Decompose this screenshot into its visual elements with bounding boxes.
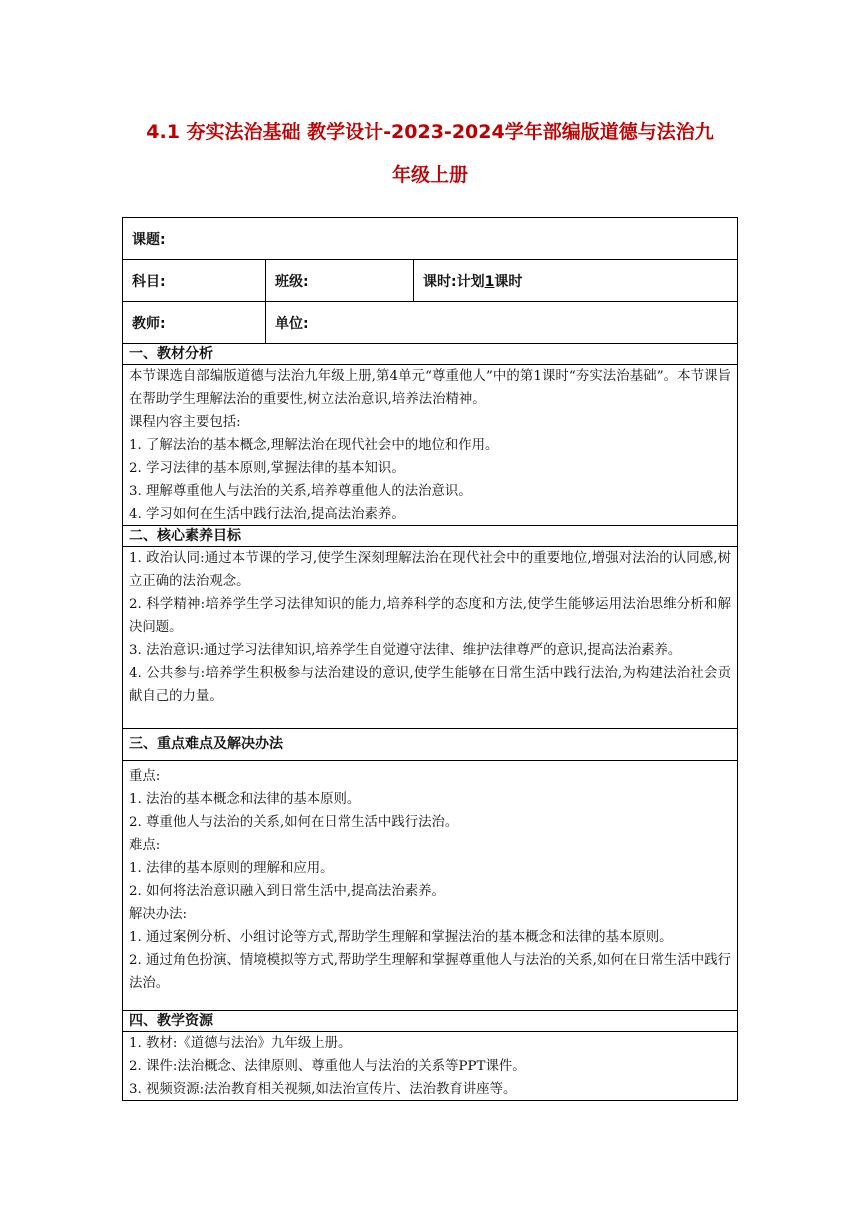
- paragraph: 本节课选自部编版道德与法治九年级上册,第4单元“尊重他人”中的第1课时“夯实法治基础”。本节课旨在帮助学生理解法治的重要性,树立法治意识,培养法治精神。: [129, 369, 731, 407]
- list-item: 3. 法治意识:通过学习法律知识,培养学生自觉遵守法律、维护法律尊严的意识,提高法治素养。: [129, 643, 682, 658]
- paragraph: 难点:: [129, 838, 161, 853]
- paragraph: 重点:: [129, 769, 161, 784]
- teacher-row: [123, 302, 737, 344]
- section-body-core-goals: [123, 547, 737, 729]
- list-item: 4. 公共参与:培养学生积极参与法治建设的意识,使学生能够在日常生活中践行法治,为构建法治社会贡献自己的力量。: [129, 666, 731, 704]
- lesson-plan-table: [122, 217, 738, 1101]
- document-title-line-1: 4.1 夯实法治基础 教学设计-2023-2024学年部编版道德与法治九: [146, 121, 714, 143]
- list-item: 1. 政治认同:通过本节课的学习,使学生深刻理解法治在现代社会中的重要地位,增强对法治的认同感,树立正确的法治观念。: [129, 551, 731, 589]
- list-item: 1. 法律的基本原则的理解和应用。: [129, 861, 334, 876]
- topic-row: [123, 218, 737, 260]
- paragraph: 解决办法:: [129, 907, 188, 922]
- unit-label: 单位:: [275, 315, 309, 332]
- section-heading-key-points: 三、重点难点及解决办法: [123, 729, 737, 761]
- section-body-teaching-resources: [123, 1032, 737, 1100]
- period-label: 课时:计划1课时: [423, 273, 523, 290]
- teacher-label: 教师:: [132, 315, 166, 332]
- period-count: 1: [484, 273, 495, 290]
- list-item: 1. 教材:《道德与法治》九年级上册。: [129, 1036, 352, 1051]
- list-item: 2. 通过角色扮演、情境模拟等方式,帮助学生理解和掌握尊重他人与法治的关系,如何在日常生活中践行法治。: [129, 953, 731, 991]
- list-item: 2. 如何将法治意识融入到日常生活中,提高法治素养。: [129, 884, 445, 899]
- list-item: 1. 通过案例分析、小组讨论等方式,帮助学生理解和掌握法治的基本概念和法律的基本原则。: [129, 930, 673, 945]
- list-item: 1. 法治的基本概念和法律的基本原则。: [129, 792, 361, 807]
- list-item: 2. 尊重他人与法治的关系,如何在日常生活中践行法治。: [129, 815, 459, 830]
- section-body-key-points: [123, 761, 737, 1011]
- list-item: 4. 学习如何在生活中践行法治,提高法治素养。: [129, 507, 405, 522]
- paragraph: 课程内容主要包括:: [129, 415, 241, 430]
- list-item: 2. 科学精神:培养学生学习法律知识的能力,培养科学的态度和方法,使学生能够运用法治思维分析和解决问题。: [129, 597, 731, 635]
- list-item: 2. 学习法律的基本原则,掌握法律的基本知识。: [129, 461, 405, 476]
- class-label: 班级:: [275, 273, 309, 290]
- list-item: 3. 理解尊重他人与法治的关系,培养尊重他人的法治意识。: [129, 484, 472, 499]
- document-title-line-2: 年级上册: [391, 164, 468, 186]
- section-heading-core-goals: 二、核心素养目标: [123, 526, 737, 547]
- subject-label: 科目:: [132, 273, 166, 290]
- list-item: 1. 了解法治的基本概念,理解法治在现代社会中的地位和作用。: [129, 438, 499, 453]
- section-heading-material-analysis: 一、教材分析: [123, 344, 737, 365]
- section-heading-teaching-resources: 四、教学资源: [123, 1011, 737, 1032]
- section-body-material-analysis: [123, 365, 737, 526]
- subject-row: [123, 260, 737, 302]
- list-item: 2. 课件:法治概念、法律原则、尊重他人与法治的关系等PPT课件。: [129, 1059, 526, 1074]
- list-item: 3. 视频资源:法治教育相关视频,如法治宣传片、法治教育讲座等。: [129, 1082, 517, 1097]
- topic-label: 课题:: [132, 231, 166, 248]
